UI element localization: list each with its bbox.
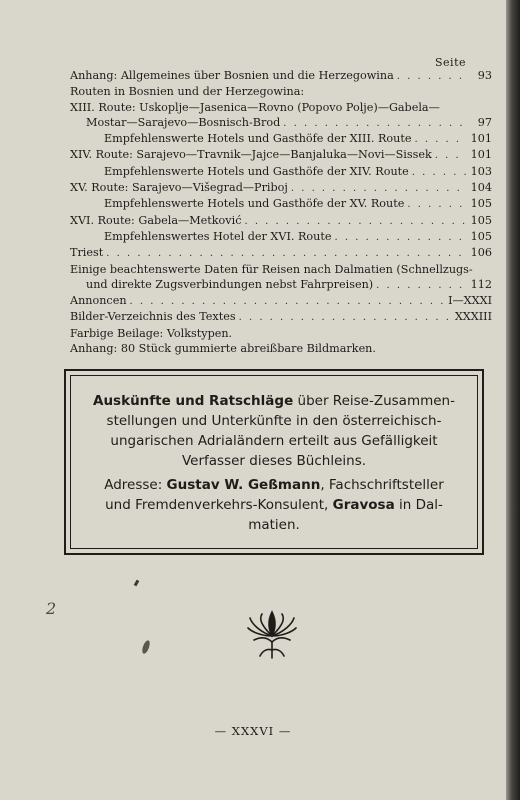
toc-entry [70,147,492,163]
notice-line-3: ungarischen Adrialändern erteilt aus Gefälligkeit [110,433,438,449]
address-place: Gravosa [332,497,395,513]
table-of-contents [70,68,492,356]
toc-entry-page: 112 [470,277,492,291]
toc-entry: Einige beachtenswerte Daten für Reisen nach Dalmatien (Schnellzugs- [70,262,473,276]
address-rest-1: , Fachschriftsteller [320,477,444,493]
toc-leader-dots [335,230,468,245]
notice-heading: Auskünfte und Ratschläge [93,393,294,409]
toc-entry-page: XXXIII [454,310,492,324]
toc-entry: Farbige Beilage: Volkstypen. [70,326,233,340]
author-name: Gustav W. Geßmann [166,477,321,493]
toc-leader-dots [239,310,452,325]
toc-entry-title: Anhang: Allgemeines über Bosnien und die Herzegowina [70,69,394,82]
notice-address-line-1 [82,475,466,495]
toc-leader-dots [130,294,446,309]
toc-entry-title: Annoncen [70,294,127,308]
toc-leader-dots [283,116,467,131]
floral-ornament-icon [244,606,300,664]
toc-entry-page: I—XXXI [448,294,492,308]
toc-entry-title: Empfehlenswertes Hotel der XVI. Route [104,229,332,243]
page-column-header: Seite [435,56,466,69]
toc-entry: XIII. Route: Uskoplje—Jasenica—Rovno (Popovo Polje)—Gabela— [70,100,440,114]
toc-entry [70,293,492,309]
toc-entry [70,164,492,180]
address-rest-2: in Dal- [394,497,443,513]
toc-leader-dots [376,278,467,293]
page-number: — XXXVI — [214,724,292,738]
toc-leader-dots [397,69,467,84]
toc-entry-title: Bilder-Verzeichnis des Textes [70,310,236,324]
toc-entry-title: XIV. Route: Sarajevo—Travnik—Jajce—Banjaluka—Novi—Sissek [70,148,432,162]
notice-line-1 [82,391,466,411]
toc-entry-page: 93 [477,69,492,82]
toc-entry [70,180,492,196]
toc-entry-page: 101 [470,132,492,146]
notice-line-4: Verfasser dieses Büchleins. [181,453,367,469]
notice-text [82,391,466,535]
toc-entry-page: 105 [470,213,492,227]
toc-entry [70,213,492,229]
notice-line-1-rest: über Reise-Zusammen- [293,393,455,409]
toc-entry [70,115,492,131]
toc-entry-title: XV. Route: Sarajevo—Višegrad—Priboj [70,181,288,195]
handwritten-mark: 2 [46,599,57,618]
toc-leader-dots [291,181,467,196]
toc-entry-page: 104 [470,181,492,195]
notice-box [64,369,484,555]
page-edge-shadow [506,0,520,800]
toc-entry-title: und direkte Zugsverbindungen nebst Fahrpreisen) [86,277,374,291]
toc-entry [70,196,492,212]
notice-address-line-3: matien. [248,517,300,533]
toc-leader-dots [435,148,467,163]
toc-entry [70,68,492,84]
toc-entry-page: 105 [470,197,492,211]
toc-entry-title: Empfehlenswerte Hotels und Gasthöfe der XIV. Route [104,164,409,178]
toc-entry-page: 106 [470,246,492,260]
toc-leader-dots [412,165,467,180]
toc-entry [70,131,492,147]
toc-leader-dots [244,214,467,229]
toc-entry-title: XVI. Route: Gabela—Metković [70,213,242,227]
toc-entry-title: Mostar—Sarajevo—Bosnisch-Brod [86,115,281,129]
toc-entry-page: 101 [470,148,492,162]
toc-leader-dots [414,132,467,147]
toc-entry [70,309,492,325]
toc-entry-page: 97 [477,115,492,129]
toc-entry [70,229,492,245]
toc-leader-dots [106,246,467,261]
toc-entry-page: 105 [470,229,492,243]
toc-entry: Routen in Bosnien und der Herzegowina: [70,85,305,99]
ink-speck [134,580,140,587]
toc-entry [70,245,492,261]
toc-entry-title: Triest [70,246,104,260]
toc-entry [70,277,492,293]
address-line-2: und Fremdenverkehrs-Konsulent, [105,497,333,513]
toc-entry-page: 103 [470,164,492,178]
address-label: Adresse: [104,477,167,493]
toc-leader-dots [407,197,467,212]
notice-address-line-2 [82,495,466,515]
toc-entry: Anhang: 80 Stück gummierte abreißbare Bildmarken. [70,342,376,356]
toc-entry-title: Empfehlenswerte Hotels und Gasthöfe der XV. Route [104,197,405,211]
ink-stain [141,639,151,654]
toc-entry-title: Empfehlenswerte Hotels und Gasthöfe der XIII. Route [104,132,412,146]
notice-line-2: stellungen und Unterkünfte in den österreichisch- [106,413,442,429]
